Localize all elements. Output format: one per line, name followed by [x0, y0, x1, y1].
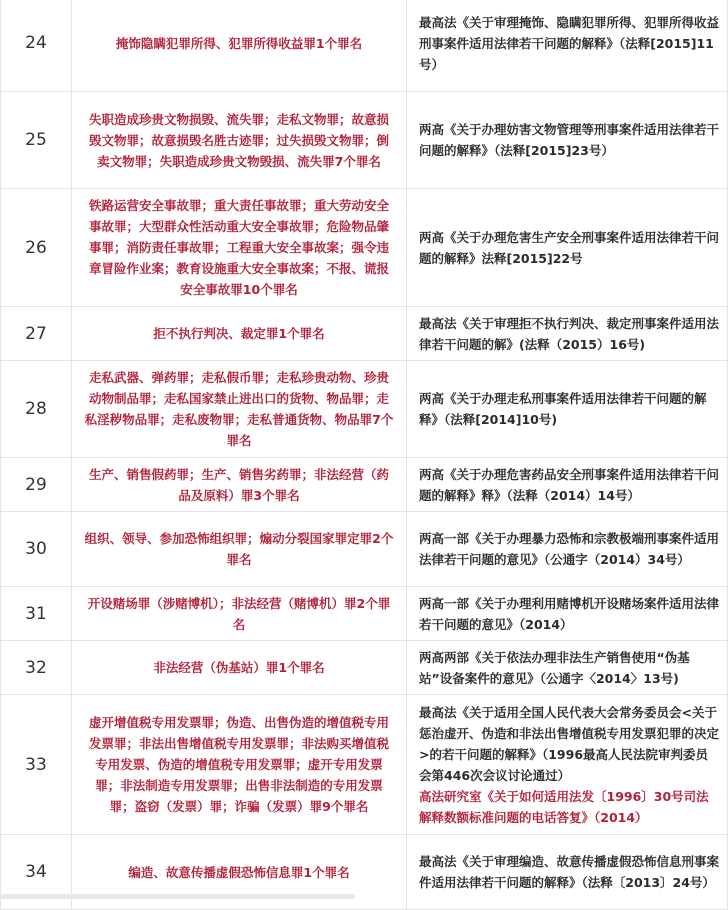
crime-names: 开设赌场罪（涉赌博机）；非法经营（赌博机）罪2个罪名: [72, 587, 407, 641]
crime-names: 铁路运营安全事故罪；重大责任事故罪；重大劳动安全事故罪；大型群众性活动重大安全事故罪；危险物品肇事罪；消防责任事故罪；工程重大安全事故案；强令违章冒险作业案；教育设施重大安全事故案；不报、谎报安全事故罪10个罪名: [72, 189, 407, 307]
crime-names: 掩饰隐瞒犯罪所得、犯罪所得收益罪1个罪名: [72, 0, 407, 92]
law-text: 最高法《关于审理拒不执行判决、裁定刑事案件适用法律若干问题的解》(法释（2015）16号): [419, 315, 720, 352]
crime-names: 拒不执行判决、裁定罪1个罪名: [72, 307, 407, 361]
table-row: [1, 695, 728, 835]
crime-names: 生产、销售假药罪；生产、销售劣药罪；非法经营（药品及原料）罪3个罪名: [72, 458, 407, 512]
row-number: 26: [1, 189, 72, 307]
law-text: 最高法《关于适用全国人民代表大会常务委员会<关于惩治虚开、伪造和非法出售增值税专用发票犯罪的决定>的若干问题的解释》（1996最高人民法院审判委员会第446次会议讨论通过）: [419, 704, 720, 783]
law-reference: [407, 458, 728, 512]
law-text: 最高法《关于审理编造、故意传播虚假恐怖信息刑事案件适用法律若干问题的解释》（法释〔2013〕24号）: [419, 854, 720, 890]
row-number: 24: [1, 0, 72, 92]
row-number: 33: [1, 695, 72, 835]
crime-names: 走私武器、弹药罪；走私假币罪；走私珍贵动物、珍贵动物制品罪；走私国家禁止进出口的货物、物品罪；走私淫秽物品罪；走私废物罪；走私普通货物、物品罪7个罪名: [72, 361, 407, 458]
law-reference: [407, 587, 728, 641]
law-text-secondary: 高法研究室《关于如何适用法发〔1996〕30号司法解释数额标准问题的电话答复》（2014）: [419, 788, 709, 825]
row-number: 29: [1, 458, 72, 512]
law-reference: [407, 0, 728, 92]
table-row: [1, 458, 728, 512]
law-reference: [407, 512, 728, 587]
row-number: 28: [1, 361, 72, 458]
law-text: 两高《关于办理危害药品安全刑事案件适用法律若干问题的解释》释》（法释（2014）14号）: [419, 466, 720, 503]
table-row: [1, 512, 728, 587]
table-row: [1, 189, 728, 307]
law-reference: [407, 695, 728, 835]
law-text: 两高《关于办理妨害文物管理等刑事案件适用法律若干问题的解释》（法释[2015]23号）: [419, 122, 720, 158]
table-row: [1, 92, 728, 189]
row-number: 32: [1, 641, 72, 695]
law-reference: [407, 307, 728, 361]
crime-names: 组织、领导、参加恐怖组织罪；煽动分裂国家罪定罪2个罪名: [72, 512, 407, 587]
row-number: 27: [1, 307, 72, 361]
law-text: 两高《关于办理走私刑事案件适用法律若干问题的解释》（法释[2014]10号): [419, 391, 707, 427]
law-reference: [407, 92, 728, 189]
law-text: 最高法《关于审理掩饰、隐瞒犯罪所得、犯罪所得收益刑事案件适用法律若干问题的解释》（法释[2015]11号）: [419, 14, 720, 72]
row-number: 34: [1, 835, 72, 910]
row-number: 30: [1, 512, 72, 587]
row-number: 25: [1, 92, 72, 189]
table-row: [1, 0, 728, 92]
crime-names: 非法经营（伪基站）罪1个罪名: [72, 641, 407, 695]
law-text: 两高《关于办理危害生产安全刑事案件适用法律若干问题的解释》法释[2015]22号: [419, 229, 720, 266]
table-row: [1, 361, 728, 458]
crime-names: 虚开增值税专用发票罪；伪造、出售伪造的增值税专用发票罪；非法出售增值税专用发票罪；非法购买增值税专用发票、伪造的增值税专用发票罪；虚开专用发票罪；非法制造专用发票罪；出售非法制造的专用发票罪；盗窃（发票）罪；诈骗（发票）罪9个罪名: [72, 695, 407, 835]
horizontal-scrollbar[interactable]: [0, 894, 355, 899]
table-row: [1, 641, 728, 695]
crime-names: 失职造成珍贵文物损毁、流失罪；走私文物罪；故意损毁文物罪；故意损毁名胜古迹罪；过失损毁文物罪；倒卖文物罪；失职造成珍贵文物毁损、流失罪7个罪名: [72, 92, 407, 189]
law-reference: [407, 189, 728, 307]
law-text: 两高一部《关于办理暴力恐怖和宗教极端刑事案件适用法律若干问题的意见》（公通字（2014）34号）: [419, 531, 720, 567]
law-reference: [407, 361, 728, 458]
law-reference: [407, 835, 728, 910]
table-row: [1, 587, 728, 641]
law-text: 两高两部《关于依法办理非法生产销售使用“伪基站”设备案件的意见》（公通字〈2014〉13号): [419, 649, 690, 686]
law-reference: [407, 641, 728, 695]
crime-names: 编造、故意传播虚假恐怖信息罪1个罪名: [72, 835, 407, 910]
table-row: [1, 307, 728, 361]
law-text: 两高一部《关于办理利用赌博机开设赌场案件适用法律若干问题的意见》（2014）: [419, 595, 720, 632]
row-number: 31: [1, 587, 72, 641]
